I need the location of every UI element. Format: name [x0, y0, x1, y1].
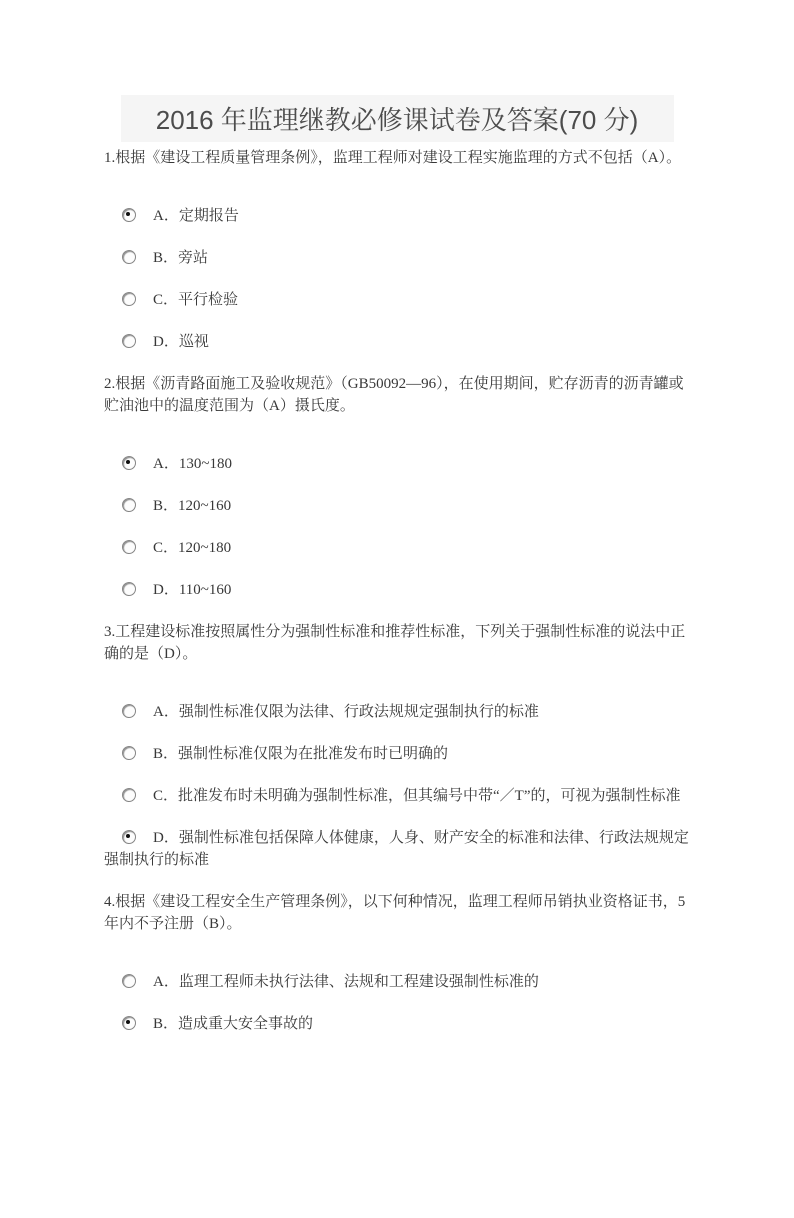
radio-q3-d[interactable]: [122, 830, 136, 844]
option-label: B．120~160: [153, 498, 232, 514]
exam-content: [104, 147, 694, 1035]
radio-q1-a[interactable]: [122, 208, 136, 222]
option-label: C．批准发布时未明确为强制性标准，但其编号中带“／T”的，可视为强制性标准: [153, 788, 681, 804]
option-label: D．巡视: [153, 334, 209, 350]
question-1-options: [104, 205, 694, 353]
option-label: A．监理工程师未执行法律、法规和工程建设强制性标准的: [153, 974, 539, 990]
question-1-text: 1.根据《建设工程质量管理条例》，监理工程师对建设工程实施监理的方式不包括（A）。: [104, 150, 682, 166]
radio-q1-d[interactable]: [122, 334, 136, 348]
option-row: [104, 827, 694, 871]
option-row: [104, 1013, 694, 1035]
radio-q2-d[interactable]: [122, 582, 136, 596]
option-label: A．130~180: [153, 456, 232, 472]
option-row: [104, 205, 694, 227]
option-row: [104, 289, 694, 311]
radio-q1-b[interactable]: [122, 250, 136, 264]
question-3-options: [104, 701, 694, 871]
question-2-options: [104, 453, 694, 601]
radio-q1-c[interactable]: [122, 292, 136, 306]
option-row: [104, 453, 694, 475]
question-4-options: [104, 971, 694, 1035]
radio-q3-a[interactable]: [122, 704, 136, 718]
radio-q2-b[interactable]: [122, 498, 136, 512]
radio-q3-c[interactable]: [122, 788, 136, 802]
option-row: [104, 247, 694, 269]
option-label: C．平行检验: [153, 292, 239, 308]
radio-q4-a[interactable]: [122, 974, 136, 988]
radio-q2-c[interactable]: [122, 540, 136, 554]
option-row: [104, 537, 694, 559]
radio-q4-b[interactable]: [122, 1016, 136, 1030]
option-label: A．强制性标准仅限为法律、行政法规规定强制执行的标准: [153, 704, 539, 720]
option-row: [104, 971, 694, 993]
question-4-text: 4.根据《建设工程安全生产管理条例》，以下何种情况，监理工程师吊销执业资格证书，5 年内不予注册（B）。: [104, 894, 686, 932]
option-row: [104, 701, 694, 723]
radio-q3-b[interactable]: [122, 746, 136, 760]
question-3-text: 3.工程建设标准按照属性分为强制性标准和推荐性标准，下列关于强制性标准的说法中正确的是（D）。: [104, 624, 686, 662]
option-label: D．强制性标准包括保障人体健康，人身、财产安全的标准和法律、行政法规规定强制执行的标准: [104, 830, 689, 868]
option-label: D．110~160: [153, 582, 232, 598]
option-label: B．强制性标准仅限为在批准发布时已明确的: [153, 746, 449, 762]
exam-page: [0, 95, 794, 1218]
option-label: C．120~180: [153, 540, 232, 556]
option-row: [104, 495, 694, 517]
option-row: [104, 579, 694, 601]
option-row: [104, 785, 694, 807]
option-label: B．旁站: [153, 250, 209, 266]
title-banner: [121, 95, 674, 142]
option-row: [104, 331, 694, 353]
radio-q2-a[interactable]: [122, 456, 136, 470]
option-label: B．造成重大安全事故的: [153, 1016, 314, 1032]
page-title: 2016 年监理继教必修课试卷及答案(70 分): [155, 105, 639, 135]
option-label: A．定期报告: [153, 208, 239, 224]
question-2-text: 2.根据《沥青路面施工及验收规范》（GB50092—96），在使用期间，贮存沥青的沥青罐或贮油池中的温度范围为（A）摄氏度。: [104, 376, 684, 414]
option-row: [104, 743, 694, 765]
